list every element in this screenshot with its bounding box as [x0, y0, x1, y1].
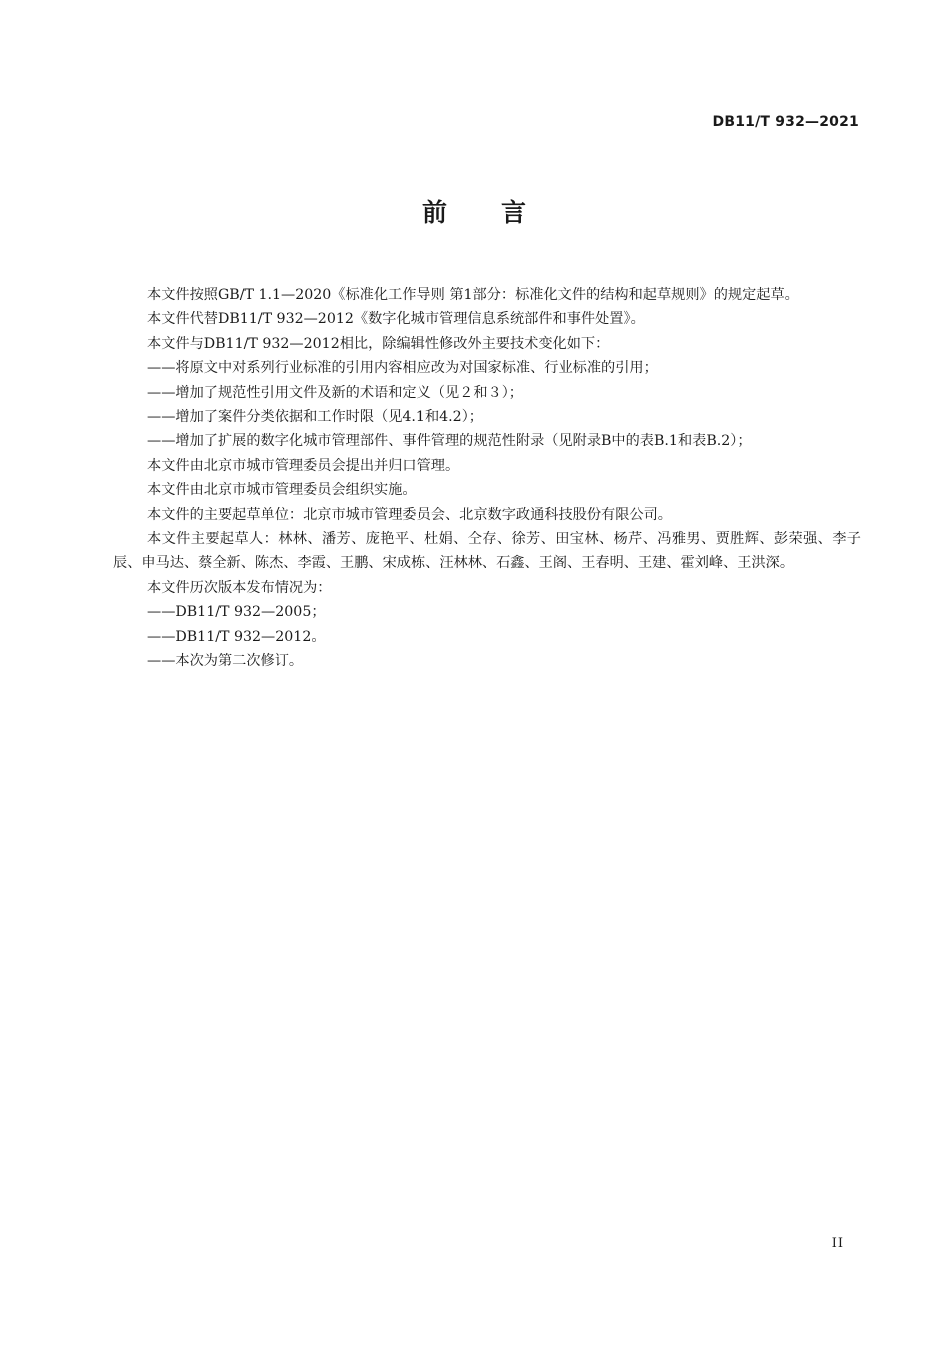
- paragraph-drafters: 本文件主要起草人：林林、潘芳、庞艳平、杜娟、仝存、徐芳、田宝林、杨芹、冯雅男、贾胜辉、彭荣强、李子辰、申马达、蔡全新、陈杰、李霞、王鹏、宋成栋、汪林林、石鑫、王阁、王春明、王建、霍刘峰、王洪深。: [113, 531, 861, 572]
- page-title-char-2: 言: [501, 198, 529, 227]
- history-item-2012: ——DB11/T 932—2012。: [147, 628, 326, 645]
- foreword-body: [113, 283, 861, 674]
- page-number: II: [831, 1236, 844, 1251]
- page-title-char-1: 前: [421, 198, 449, 227]
- document-code: DB11/T 932—2021: [712, 114, 859, 130]
- paragraph-replaces: 本文件代替DB11/T 932—2012《数字化城市管理信息系统部件和事件处置》。: [147, 311, 645, 328]
- history-item-2005: ——DB11/T 932—2005；: [147, 604, 326, 621]
- page-title: [0, 193, 950, 229]
- change-item-terms: ——增加了规范性引用文件及新的术语和定义（见２和３）；: [147, 384, 523, 401]
- change-item-annex: ——增加了扩展的数字化城市管理部件、事件管理的规范性附录（见附录B中的表B.1和表B.2）；: [147, 433, 752, 450]
- paragraph-drafting-basis: 本文件按照GB/T 1.1—2020《标准化工作导则 第1部分：标准化文件的结构和起草规则》的规定起草。: [147, 287, 799, 303]
- history-item-current: ——本次为第二次修订。: [147, 653, 304, 670]
- paragraph-drafting-units: 本文件的主要起草单位：北京市城市管理委员会、北京数字政通科技股份有限公司。: [147, 506, 672, 523]
- paragraph-history-intro: 本文件历次版本发布情况为：: [147, 579, 332, 596]
- change-item-classification: ——增加了案件分类依据和工作时限（见4.1和4.2）；: [147, 409, 483, 426]
- paragraph-implementer: 本文件由北京市城市管理委员会组织实施。: [147, 482, 417, 499]
- change-item-references: ——将原文中对系列行业标准的引用内容相应改为对国家标准、行业标准的引用；: [147, 360, 658, 377]
- paragraph-proposer: 本文件由北京市城市管理委员会提出并归口管理。: [147, 457, 460, 474]
- paragraph-changes-intro: 本文件与DB11/T 932—2012相比，除编辑性修改外主要技术变化如下：: [147, 335, 610, 352]
